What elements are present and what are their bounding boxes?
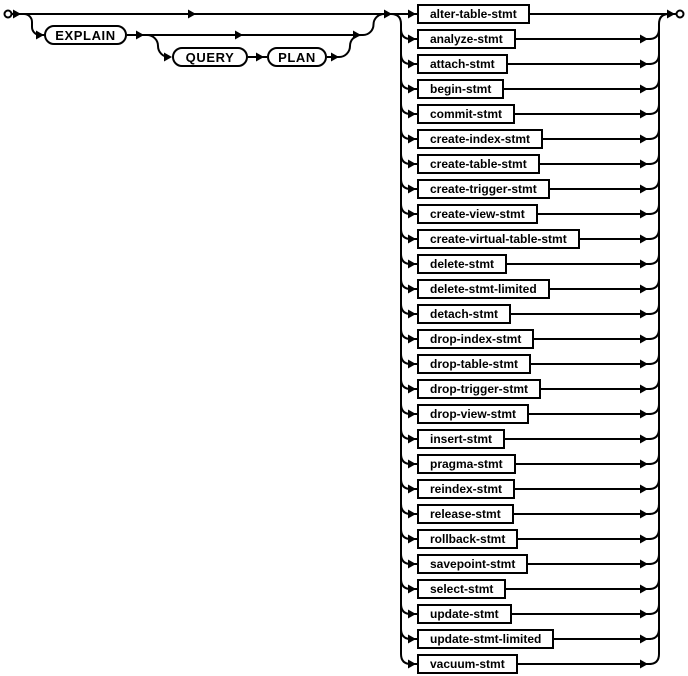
arrowhead-icon [408,385,416,394]
arrowhead-icon [640,610,648,619]
row-merge-curve [649,579,659,589]
arrowhead-icon [640,85,648,94]
nonterminal-drop-index-stmt[interactable]: drop-index-stmt [417,329,534,349]
arrowhead-icon [408,10,416,19]
arrowhead-icon [640,35,648,44]
arrowhead-icon [408,310,416,319]
row-merge-curve [649,104,659,114]
arrowhead-icon [408,210,416,219]
explain-drop-curve [24,14,46,35]
row-merge-curve [649,379,659,389]
arrowhead-icon [408,135,416,144]
nonterminal-delete-stmt-limited[interactable]: delete-stmt-limited [417,279,550,299]
arrowhead-icon [408,460,416,469]
arrowhead-icon [640,360,648,369]
arrowhead-icon [640,510,648,519]
arrowhead-icon [408,485,416,494]
row-merge-curve [649,329,659,339]
row-merge-curve [649,404,659,414]
arrowhead-icon [408,560,416,569]
arrowhead-icon [164,53,172,62]
arrowhead-icon [408,585,416,594]
row-merge-curve [649,229,659,239]
nonterminal-create-virtual-table-stmt[interactable]: create-virtual-table-stmt [417,229,580,249]
arrowhead-icon [640,635,648,644]
row-merge-curve [649,454,659,464]
arrowhead-icon [640,235,648,244]
arrowhead-icon [408,635,416,644]
row-merge-curve [649,204,659,214]
row-merge-curve [649,504,659,514]
arrowhead-icon [408,160,416,169]
arrowhead-icon [136,31,144,40]
nonterminal-detach-stmt[interactable]: detach-stmt [417,304,511,324]
arrowhead-icon [640,435,648,444]
arrowhead-icon [640,60,648,69]
arrowhead-icon [640,560,648,569]
arrowhead-icon [13,10,21,19]
arrowhead-icon [640,110,648,119]
arrowhead-icon [408,60,416,69]
nonterminal-drop-trigger-stmt[interactable]: drop-trigger-stmt [417,379,541,399]
arrowhead-icon [640,460,648,469]
arrowhead-icon [408,535,416,544]
row-merge-curve [649,429,659,439]
arrowhead-icon [640,185,648,194]
row-merge-curve [649,179,659,189]
nonterminal-create-index-stmt[interactable]: create-index-stmt [417,129,543,149]
nonterminal-attach-stmt[interactable]: attach-stmt [417,54,508,74]
arrowhead-icon [640,285,648,294]
arrowhead-icon [640,660,648,669]
nonterminal-vacuum-stmt[interactable]: vacuum-stmt [417,654,518,674]
arrowhead-icon [640,535,648,544]
row-merge-curve [649,554,659,564]
arrowhead-icon [640,485,648,494]
nonterminal-select-stmt[interactable]: select-stmt [417,579,506,599]
arrowhead-icon [408,335,416,344]
arrowhead-icon [384,10,392,19]
nonterminal-begin-stmt[interactable]: begin-stmt [417,79,504,99]
row-merge-curve [649,479,659,489]
row-merge-curve [649,354,659,364]
arrowhead-icon [667,10,675,19]
row-merge-curve [649,79,659,89]
arrowhead-icon [640,385,648,394]
nonterminal-commit-stmt[interactable]: commit-stmt [417,104,515,124]
row-merge-curve [649,529,659,539]
row-merge-curve [649,604,659,614]
row-merge-curve [649,54,659,64]
row-merge-curve [649,304,659,314]
arrowhead-icon [256,53,264,62]
arrowhead-icon [640,335,648,344]
nonterminal-reindex-stmt[interactable]: reindex-stmt [417,479,515,499]
arrowhead-icon [408,260,416,269]
arrowhead-icon [408,510,416,519]
arrowhead-icon [640,310,648,319]
terminal-query: QUERY [172,47,248,67]
nonterminal-drop-view-stmt[interactable]: drop-view-stmt [417,404,529,424]
row-merge-curve [649,254,659,264]
arrowhead-icon [36,31,44,40]
right-merge-rail [659,14,669,654]
nonterminal-create-trigger-stmt[interactable]: create-trigger-stmt [417,179,550,199]
nonterminal-create-view-stmt[interactable]: create-view-stmt [417,204,538,224]
arrowhead-icon [408,185,416,194]
left-branch-rail [391,14,401,654]
end-terminal-icon [677,11,684,18]
arrowhead-icon [408,235,416,244]
nonterminal-update-stmt-limited[interactable]: update-stmt-limited [417,629,554,649]
arrowhead-icon [331,53,339,62]
terminal-explain: EXPLAIN [44,25,127,45]
nonterminal-savepoint-stmt[interactable]: savepoint-stmt [417,554,528,574]
arrowhead-icon [408,110,416,119]
query-plan-rise-curve [339,35,361,57]
arrowhead-icon [640,585,648,594]
arrowhead-icon [408,660,416,669]
nonterminal-release-stmt[interactable]: release-stmt [417,504,514,524]
nonterminal-alter-table-stmt[interactable]: alter-table-stmt [417,4,530,24]
arrowhead-icon [640,260,648,269]
arrowhead-icon [640,135,648,144]
row-merge-curve [649,129,659,139]
nonterminal-update-stmt[interactable]: update-stmt [417,604,512,624]
arrowhead-icon [408,285,416,294]
nonterminal-drop-table-stmt[interactable]: drop-table-stmt [417,354,531,374]
nonterminal-create-table-stmt[interactable]: create-table-stmt [417,154,540,174]
arrowhead-icon [640,160,648,169]
arrowhead-icon [640,410,648,419]
nonterminal-analyze-stmt[interactable]: analyze-stmt [417,29,516,49]
row-merge-curve [649,654,659,664]
start-terminal-icon [5,11,12,18]
arrowhead-icon [408,360,416,369]
terminal-plan: PLAN [267,47,327,67]
arrowhead-icon [408,435,416,444]
arrowhead-icon [235,31,243,40]
arrowhead-icon [408,610,416,619]
row-merge-curve [649,629,659,639]
row-merge-curve [649,279,659,289]
arrowhead-icon [408,410,416,419]
explain-rise-curve [363,14,384,35]
arrowhead-icon [408,35,416,44]
arrowhead-icon [188,10,196,19]
row-merge-curve [649,29,659,39]
nonterminal-pragma-stmt[interactable]: pragma-stmt [417,454,516,474]
nonterminal-delete-stmt[interactable]: delete-stmt [417,254,507,274]
arrowhead-icon [408,85,416,94]
nonterminal-insert-stmt[interactable]: insert-stmt [417,429,505,449]
row-merge-curve [649,154,659,164]
nonterminal-rollback-stmt[interactable]: rollback-stmt [417,529,518,549]
arrowhead-icon [640,210,648,219]
